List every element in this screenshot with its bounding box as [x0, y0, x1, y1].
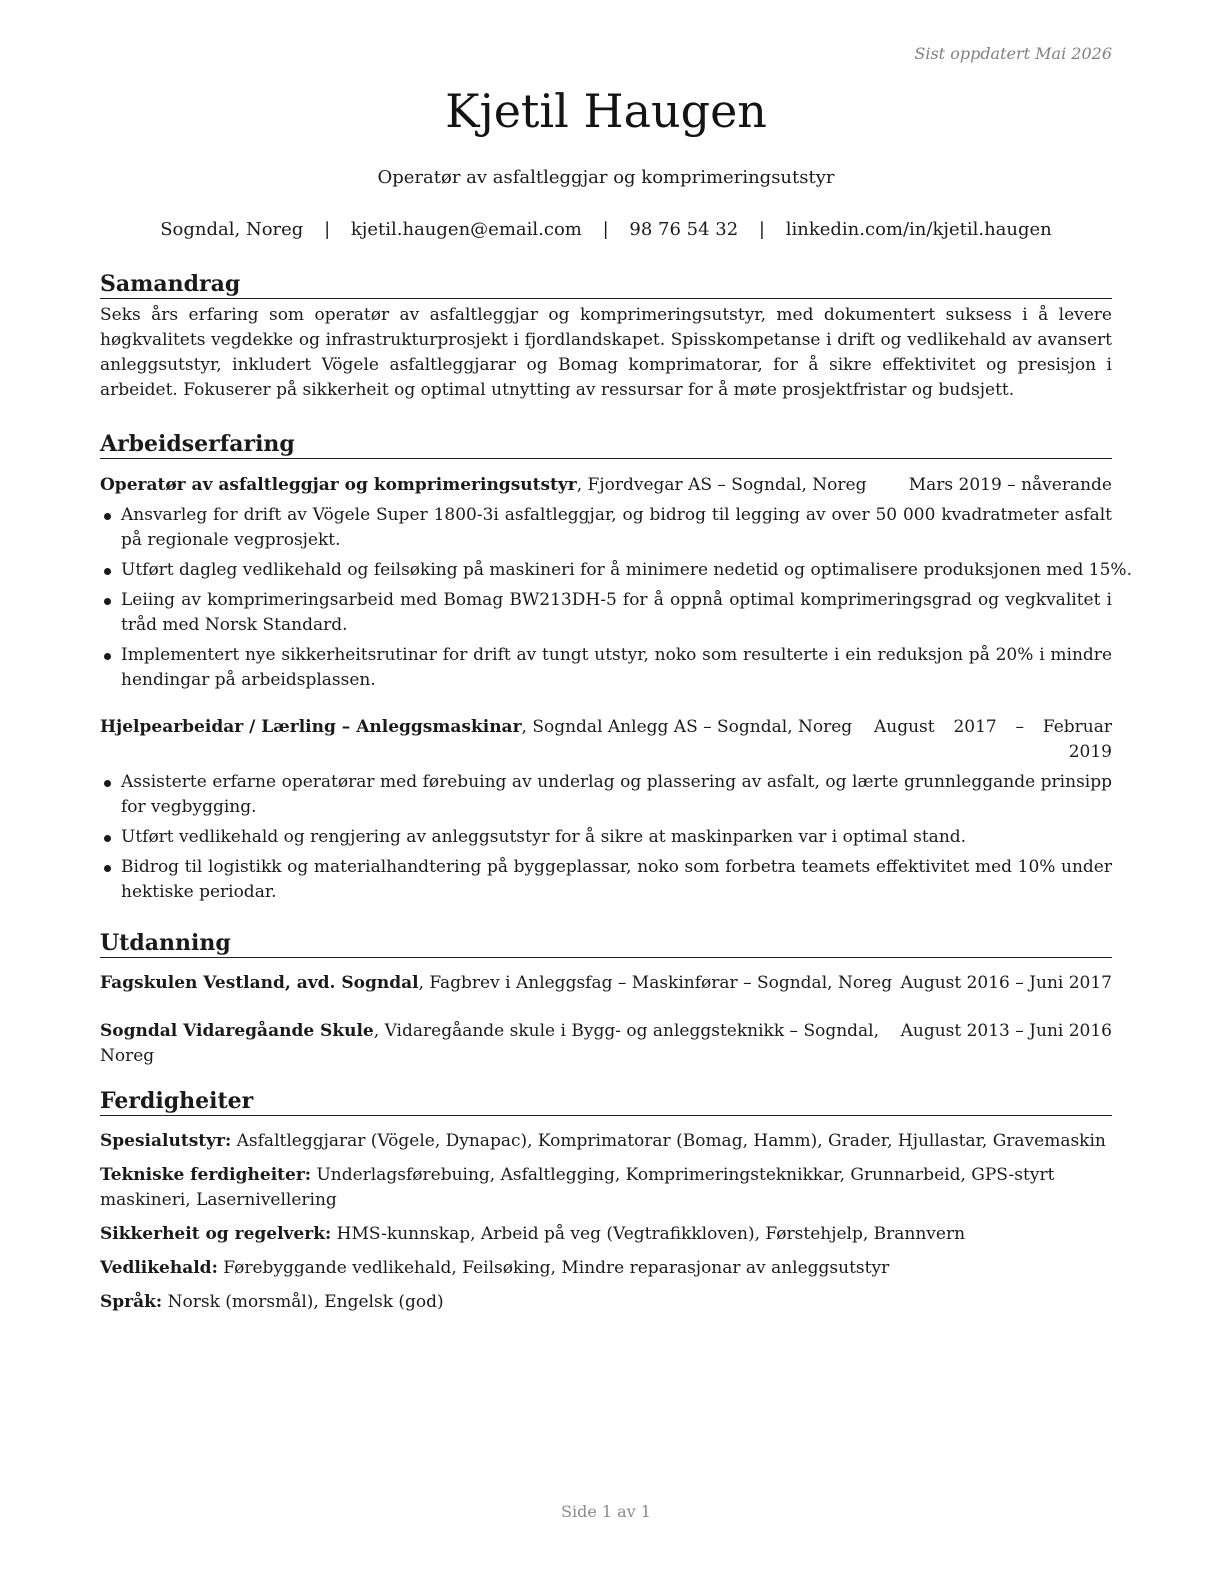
skill-line: [100, 1256, 1112, 1281]
job-role: Operatør av asfaltleggjar og komprimeringsutstyr: [100, 475, 577, 495]
contact-linkedin-link[interactable]: linkedin.com/in/kjetil.haugen: [785, 219, 1052, 240]
skill-value: Norsk (morsmål), Engelsk (god): [162, 1292, 444, 1312]
page-footer: Side 1 av 1: [561, 1502, 651, 1521]
candidate-headline: Operatør av asfaltleggjar og komprimeringsutstyr: [377, 167, 835, 188]
skill-value: HMS-kunnskap, Arbeid på veg (Vegtrafikkloven), Førstehjelp, Brannvern: [331, 1224, 966, 1244]
summary-text: Seks års erfaring som operatør av asfaltleggjar og komprimeringsutstyr, med dokumentert suksess i å levere høgkvalitets vegdekke og infrastrukturprosjekt i fjordlandskapet. Spisskompetanse i drift og vedlikehald av avansert anleggsutstyr, inkludert Vögele asfaltleggjarar og Bomag komprimatorar, for å sikre effektivitet og presisjon i arbeidet. Fokuserer på sikkerheit og optimal utnytting av ressursar for å møte prosjektfristar og budsjett.: [100, 305, 1112, 400]
skill-line: [100, 1290, 1112, 1315]
contact-separator: |: [602, 219, 609, 240]
contact-phone: 98 76 54 32: [629, 219, 739, 240]
resume-page: [100, 0, 1132, 1584]
job-bullet: Leiing av komprimeringsarbeid med Bomag BW213DH-5 for å oppnå optimal komprimeringsgrad og vegkvalitet i tråd med Norsk Standard.: [100, 588, 1112, 638]
contact-separator: |: [758, 219, 765, 240]
skill-line: [100, 1129, 1112, 1154]
job-bullets: [100, 503, 1132, 693]
job-dates: August 2017 – Februar 2019: [874, 717, 1112, 762]
education-entry: [100, 971, 1112, 996]
job-role: Hjelpearbeidar / Lærling – Anleggsmaskinar: [100, 717, 522, 737]
education-dates: August 2013 – Juni 2016: [900, 1021, 1112, 1041]
job-bullet: Utført vedlikehald og rengjering av anleggsutstyr for å sikre at maskinparken var i optimal stand.: [100, 825, 1112, 850]
last-updated-note: Sist oppdatert Mai 2026: [914, 44, 1112, 63]
skill-value: Asfaltleggjarar (Vögele, Dynapac), Komprimatorar (Bomag, Hamm), Grader, Hjullastar, Gravemaskin: [231, 1131, 1106, 1151]
education-dates: August 2016 – Juni 2017: [900, 973, 1112, 993]
skills-heading: Ferdigheiter: [100, 1088, 1112, 1116]
contact-location: Sogndal, Noreg: [160, 219, 304, 240]
skill-label: Språk:: [100, 1292, 163, 1312]
skill-line: [100, 1222, 1112, 1247]
job-bullets: [100, 770, 1112, 905]
summary-heading: Samandrag: [100, 271, 1112, 299]
candidate-name: Kjetil Haugen: [445, 84, 767, 138]
skill-label: Spesialutstyr:: [100, 1131, 232, 1151]
experience-heading: Arbeidserfaring: [100, 431, 1112, 459]
summary-section: [100, 271, 1112, 403]
skill-line: [100, 1163, 1112, 1213]
job-bullet: Implementert nye sikkerheitsrutinar for drift av tungt utstyr, noko som resulterte i ein reduksjon på 20% i mindre hendingar på arbeidsplassen.: [100, 643, 1112, 693]
job-entry: [100, 473, 1132, 693]
job-bullet: Bidrog til logistikk og materialhandtering på byggeplassar, noko som forbetra teamets effektivitet med 10% under hektiske periodar.: [100, 855, 1112, 905]
job-bullet: Assisterte erfarne operatørar med førebuing av underlag og plassering av asfalt, og lærte grunnleggande prinsipp for vegbygging.: [100, 770, 1112, 820]
job-header: [100, 715, 1112, 765]
education-section: [100, 930, 1112, 1069]
skill-label: Tekniske ferdigheiter:: [100, 1165, 312, 1185]
skill-value: Førebyggande vedlikehald, Feilsøking, Mindre reparasjonar av anleggsutstyr: [217, 1258, 890, 1278]
education-school: Fagskulen Vestland, avd. Sogndal: [100, 973, 419, 993]
education-detail: , Fagbrev i Anleggsfag – Maskinførar – Sogndal, Noreg: [418, 973, 893, 993]
education-school: Sogndal Vidaregåande Skule: [100, 1021, 374, 1041]
skill-label: Vedlikehald:: [100, 1258, 218, 1278]
education-heading: Utdanning: [100, 930, 1112, 958]
job-dates: Mars 2019 – nåverande: [908, 475, 1112, 495]
job-bullet: Ansvarleg for drift av Vögele Super 1800-3i asfaltleggjar, og bidrog til legging av over 50 000 kvadratmeter asfalt på regionale vegprosjekt.: [100, 503, 1112, 553]
contact-separator: |: [324, 219, 331, 240]
job-entry: [100, 715, 1112, 905]
skill-label: Sikkerheit og regelverk:: [100, 1224, 332, 1244]
experience-section: [100, 431, 1132, 905]
contact-line: [100, 219, 1112, 240]
job-bullet: Utført dagleg vedlikehald og feilsøking på maskineri for å minimere nedetid og optimalisere produksjonen med 15%.: [100, 558, 1112, 583]
job-header: [100, 473, 1112, 498]
education-detail: , Vidaregåande skule i Bygg- og anleggsteknikk – Sogndal, Noreg: [100, 1021, 880, 1066]
job-company: , Sogndal Anlegg AS – Sogndal, Noreg: [521, 717, 853, 737]
skill-value: Underlagsførebuing, Asfaltlegging, Komprimeringsteknikkar, Grunnarbeid, GPS-styrt maskineri, Lasernivellering: [100, 1165, 1055, 1210]
skills-section: [100, 1088, 1112, 1324]
contact-email-link[interactable]: kjetil.haugen@email.com: [350, 219, 582, 240]
education-entry: [100, 1019, 1112, 1069]
job-company: , Fjordvegar AS – Sogndal, Noreg: [576, 475, 867, 495]
